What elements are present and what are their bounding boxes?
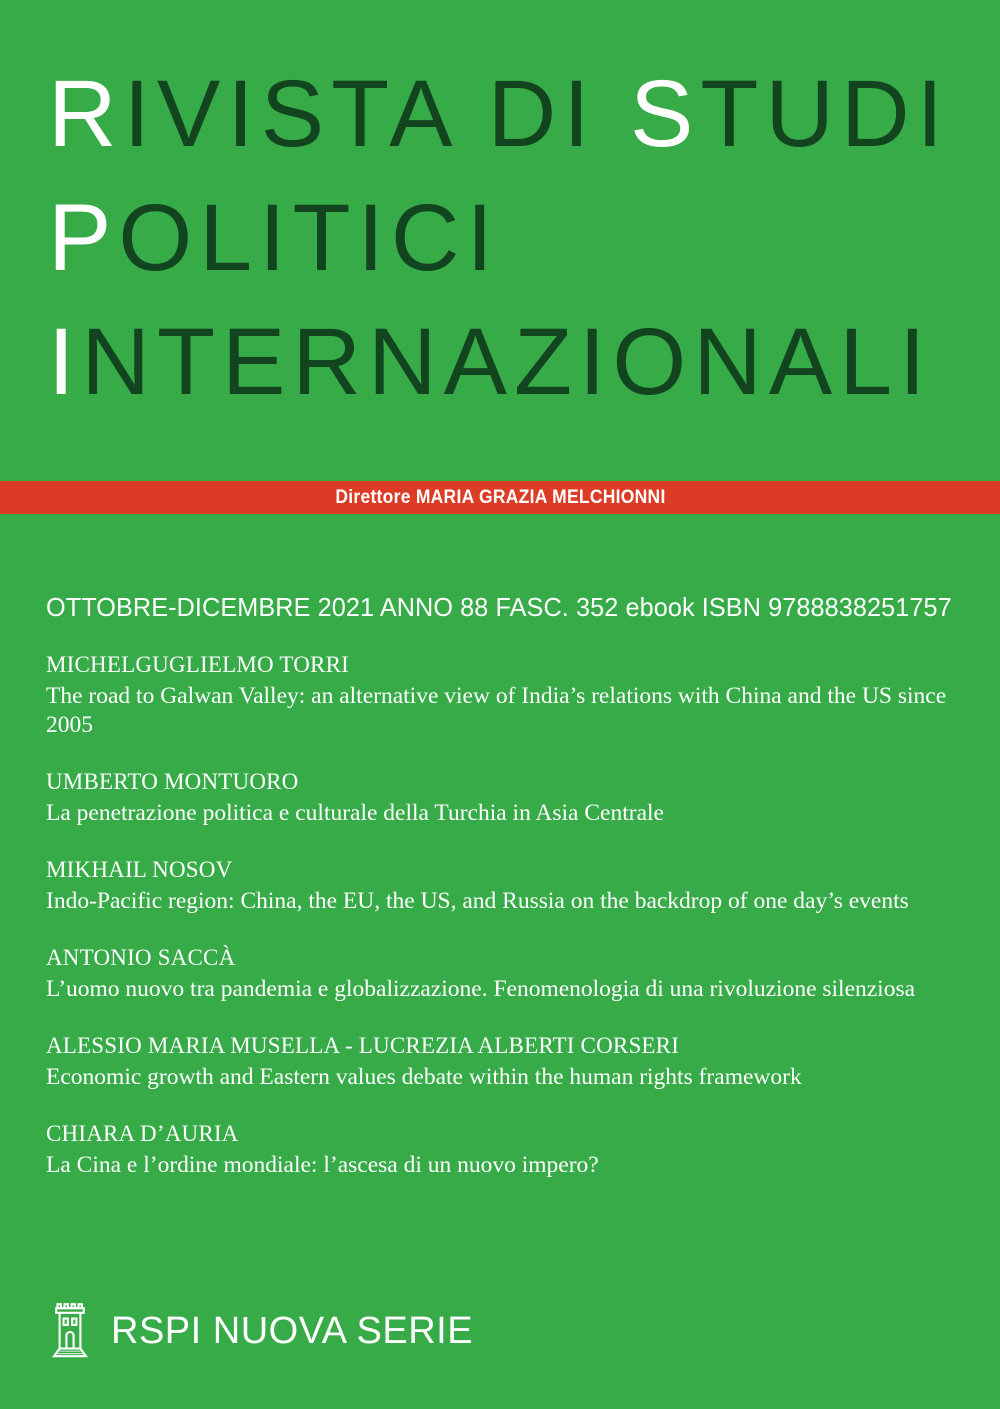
toc-entry xyxy=(46,767,956,828)
publisher-logo xyxy=(47,1298,473,1364)
toc-entry xyxy=(46,650,956,740)
masthead-line-3 xyxy=(0,300,1000,424)
toc-entry xyxy=(46,943,956,1004)
table-of-contents xyxy=(46,650,956,1180)
toc-author: MICHELGUGLIELMO TORRI xyxy=(46,652,349,677)
toc-title: La Cina e l’ordine mondiale: l’ascesa di un nuovo impero? xyxy=(46,1152,599,1178)
toc-entry xyxy=(46,855,956,916)
toc-author: CHIARA D’AURIA xyxy=(46,1121,239,1146)
tower-icon xyxy=(47,1298,93,1364)
masthead xyxy=(0,0,1000,424)
issue-meta-line: OTTOBRE-DICEMBRE 2021 ANNO 88 FASC. 352 ebook ISBN 9788838251757 xyxy=(46,592,952,622)
masthead-line-2-rest: OLITICI xyxy=(118,185,500,291)
toc-title: The road to Galwan Valley: an alternative view of India’s relations with China and the US since 2005 xyxy=(46,683,947,738)
masthead-initial-i: I xyxy=(48,309,82,415)
toc-title: La penetrazione politica e culturale della Turchia in Asia Centrale xyxy=(46,800,664,826)
publisher-label: RSPI NUOVA SERIE xyxy=(111,1310,474,1352)
masthead-line-3-rest: NTERNAZIONALI xyxy=(81,309,933,415)
toc-author: ANTONIO SACCÀ xyxy=(46,945,236,970)
director-label: Direttore MARIA GRAZIA MELCHIONNI xyxy=(334,486,666,508)
toc-entry xyxy=(46,1119,956,1180)
masthead-line-2 xyxy=(0,176,1000,300)
masthead-initial-s: S xyxy=(630,61,701,167)
director-band xyxy=(0,481,1000,514)
masthead-line-1-rest2: TUDI xyxy=(700,61,951,167)
toc-title: Indo-Pacific region: China, the EU, the US, and Russia on the backdrop of one day’s events xyxy=(46,888,909,914)
toc-title: L’uomo nuovo tra pandemia e globalizzazione. Fenomenologia di una rivoluzione silenziosa xyxy=(46,976,916,1002)
masthead-initial-p: P xyxy=(48,185,119,291)
toc-entry xyxy=(46,1031,956,1092)
masthead-initial-r: R xyxy=(48,61,124,167)
masthead-line-1-rest: IVISTA DI xyxy=(123,61,631,167)
toc-author: MIKHAIL NOSOV xyxy=(46,857,233,882)
masthead-line-1 xyxy=(0,52,1000,176)
toc-title: Economic growth and Eastern values debate within the human rights framework xyxy=(46,1064,802,1090)
toc-author: ALESSIO MARIA MUSELLA - LUCREZIA ALBERTI CORSERI xyxy=(46,1033,680,1058)
toc-author: UMBERTO MONTUORO xyxy=(46,769,299,794)
